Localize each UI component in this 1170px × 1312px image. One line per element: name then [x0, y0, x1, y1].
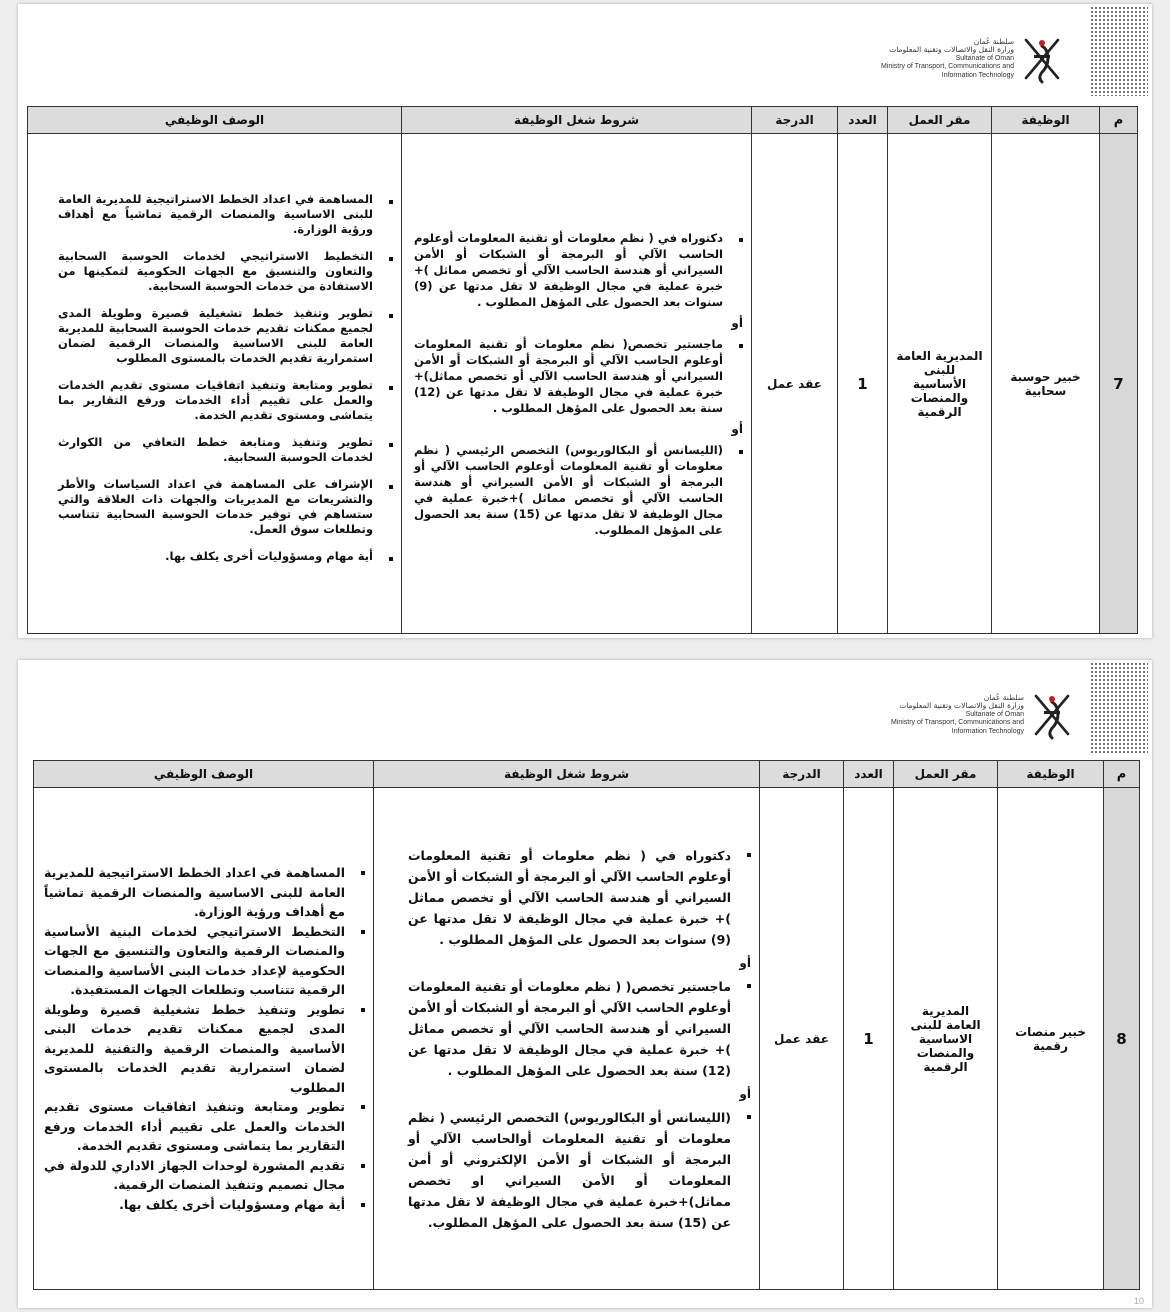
or-separator: أو: [731, 315, 743, 330]
condition-item: دكتوراه في ( نظم معلومات أو تقنية المعلومات أوعلوم الحاسب الآلي أو البرمجة أو الشبكات أو الأمن السيراني أو هندسة الحاسب الآلي أو تخصص مماثل )+ خبرة عملية في مجال الوظيفة لا تقل مدتها عن (9) سنوات بعد الحصول على المؤهل المطلوب .: [408, 845, 731, 950]
job-number: 8: [1104, 788, 1140, 1290]
ministry-name-en-2: Ministry of Transport, Communications and: [890, 719, 1024, 727]
description-item: المساهمة في اعداد الخطط الاستراتيجية للمديرية العامة للبنى الاساسية والمنصات الرقمية تماشياً مع أهداف ورؤية الوزارة.: [44, 863, 345, 922]
description-item: تطوير وتنفيذ خطط تشغيلية قصيرة وطويلة المدى لجميع ممكنات تقديم خدمات الحوسبة السحابية للمديرية العامة للبنى الاساسية والمنصات الرقمية لضمان استمرارية تقديم الخدمات بالمستوى المطلوب: [58, 305, 373, 365]
ministry-name-ar-1: سلطنة عُمان: [983, 692, 1024, 702]
description-item: أية مهام ومسؤوليات أخرى يكلف بها.: [44, 1195, 345, 1215]
ministry-logo: [891, 690, 1074, 740]
jobs-table-1: [27, 106, 1138, 634]
job-count: 1: [844, 788, 894, 1290]
header-job: الوظيفة: [998, 761, 1104, 788]
condition-item: ماجستير تخصص( نظم معلومات أو تقنية المعلومات أوعلوم الحاسب الآلي أو البرمجة أو الشبكات أو الأمن السيراني أو هندسة الحاسب الآلي أو تخصص مماثل)+ خبرة عملية في مجال الوظيفة لا تقل مدتها عن (12) سنة بعد الحصول على المؤهل المطلوب .: [414, 336, 723, 415]
condition-item: ماجستير تخصص( ( نظم معلومات أو تقنية المعلومات أوعلوم الحاسب الآلي أو البرمجة أو الشبكات أو الأمن السيراني أو هندسة الحاسب الآلي أو تخصص مماثل )+ خبرة عملية في مجال الوظيفة لا تقل مدتها عن (12) سنة بعد الحصول على المؤهل المطلوب .: [408, 976, 731, 1081]
ministry-name-en-2: Ministry of Transport, Communications and: [880, 63, 1014, 71]
description-item: التخطيط الاستراتيجي لخدمات البنية الأساسية والمنصات الرقمية والتعاون والتنسيق مع الجهات الحكومية لإعداد خدمات البنى الأساسية والمنصات الرقمية تتناسب وتطلعات الجهات المستفيدة.: [44, 922, 345, 1000]
header-count: العدد: [838, 107, 888, 134]
ministry-name-ar-2: وزارة النقل والاتصالات وتقنية المعلومات: [889, 45, 1014, 55]
job-conditions: [374, 788, 760, 1290]
document-page-1: [18, 4, 1152, 638]
description-item: تطوير وتنفيذ ومتابعة خطط التعافي من الكوارث لخدمات الحوسبة السحابية.: [58, 434, 373, 464]
table-row: [28, 134, 1138, 634]
ministry-name-en-1: Sultanate of Oman: [955, 54, 1014, 62]
header-conditions: شروط شغل الوظيفة: [374, 761, 760, 788]
job-grade: عقد عمل: [760, 788, 844, 1290]
header-conditions: شروط شغل الوظيفة: [402, 107, 752, 134]
ministry-name-ar-2: وزارة النقل والاتصالات وتقنية المعلومات: [899, 701, 1024, 711]
description-item: تطوير ومتابعة وتنفيذ اتفاقيات مستوى تقديم الخدمات والعمل على تقييم أداء الخدمات ورفع التقارير بما يتماشى ومستوى تقديم الخدمة.: [58, 377, 373, 422]
ministry-logo: [881, 34, 1064, 84]
table-header-row: [34, 761, 1140, 788]
or-separator: أو: [739, 1086, 751, 1101]
header-job: الوظيفة: [992, 107, 1100, 134]
header-description: الوصف الوظيفي: [28, 107, 402, 134]
job-description: [28, 134, 402, 634]
oman-emblem-icon: [1020, 34, 1064, 84]
job-title: خبير منصات رقمية: [998, 788, 1104, 1290]
ministry-name-en-3: Information Technology: [941, 71, 1014, 79]
dot-pattern-decoration: [1090, 6, 1148, 96]
header-count: العدد: [844, 761, 894, 788]
job-number: 7: [1100, 134, 1138, 634]
ministry-name-block: [891, 694, 1024, 737]
ministry-name-en-1: Sultanate of Oman: [965, 710, 1024, 718]
oman-emblem-icon: [1030, 690, 1074, 740]
or-separator: أو: [739, 955, 751, 970]
job-title: خبير حوسبة سحابية: [992, 134, 1100, 634]
table-row: [34, 788, 1140, 1290]
job-conditions: [402, 134, 752, 634]
job-location: المديرية العامة للبنى الأساسية والمنصات الرقمية: [888, 134, 992, 634]
header-description: الوصف الوظيفي: [34, 761, 374, 788]
header-grade: الدرجة: [760, 761, 844, 788]
description-item: الإشراف على المساهمة في اعداد السياسات والأطر والتشريعات مع المديريات والجهات ذات العلاقة والتي ستساهم في توفير خدمات الحوسبة السحابية تتناسب وتطلعات سوق العمل.: [58, 476, 373, 536]
description-item: التخطيط الاستراتيجي لخدمات الحوسبة السحابية والتعاون والتنسيق مع الجهات الحكومية لتمكينها من الاستفادة من خدمات الحوسبة السحابية.: [58, 248, 373, 293]
header-location: مقر العمل: [894, 761, 998, 788]
description-item: أية مهام ومسؤوليات أخرى يكلف بها.: [58, 549, 373, 564]
job-count: 1: [838, 134, 888, 634]
document-page-2: [18, 660, 1152, 1308]
header-grade: الدرجة: [752, 107, 838, 134]
condition-item: دكتوراه في ( نظم معلومات أو تقنية المعلومات أوعلوم الحاسب الآلي أو البرمجة أو الشبكات أو الأمن السيراني أو هندسة الحاسب الآلي أو تخصص مماثل )+ خبرة عملية في مجال الوظيفة لا تقل مدتها عن (9) سنوات بعد الحصول على المؤهل المطلوب .: [414, 230, 723, 309]
ministry-name-ar-1: سلطنة عُمان: [973, 36, 1014, 46]
ministry-name-en-3: Information Technology: [951, 727, 1024, 735]
description-item: تقديم المشورة لوحدات الجهاز الاداري للدولة في مجال تصميم وتنفيذ المنصات الرقمية.: [44, 1156, 345, 1195]
condition-item: (الليسانس أو البكالوريوس) التخصص الرئيسي ( نظم معلومات أو تقنية المعلومات أوعلوم الحاسب الآلي أو البرمجة أو الشبكات أو الأمن السيراني أو هندسة الحاسب الآلي أو تخصص مماثل )+خبرة عملية في مجال الوظيفة لا تقل مدتها عن (15) سنة بعد الحصول على المؤهل المطلوب.: [414, 442, 723, 537]
job-grade: عقد عمل: [752, 134, 838, 634]
table-header-row: [28, 107, 1138, 134]
ministry-name-block: [881, 38, 1014, 81]
description-item: تطوير ومتابعة وتنفيذ اتفاقيات مستوى تقديم الخدمات والعمل على تقييم أداء الخدمات ورفع التقارير بما يتماشى ومستوى تقديم الخدمة.: [44, 1097, 345, 1156]
condition-item: (الليسانس أو البكالوريوس) التخصص الرئيسي ( نظم معلومات أو تقنية المعلومات أوالحاسب الآلي أو البرمجة أو الشبكات أو الأمن الإلكتروني أو أمن المعلومات أو الأمن السيراني او تخصص مماثل)+خبرة عملية في مجال الوظيفة لا تقل مدتها عن (15) سنة بعد الحصول على المؤهل المطلوب.: [408, 1107, 731, 1233]
page-number: 10: [1133, 1296, 1144, 1306]
or-separator: أو: [731, 421, 743, 436]
header-no: م: [1104, 761, 1140, 788]
dot-pattern-decoration: [1090, 662, 1148, 754]
description-item: تطوير وتنفيذ خطط تشغيلية قصيرة وطويلة المدى لجميع ممكنات تقديم خدمات البنى الأساسية والمنصات الرقمية والتقنية للمديرية لضمان استمرارية تقديم الخدمات بالمستوى المطلوب: [44, 1000, 345, 1098]
job-location: المديرية العامة للبنى الاساسية والمنصات الرقمية: [894, 788, 998, 1290]
jobs-table-2: [33, 760, 1140, 1290]
description-item: المساهمة في اعداد الخطط الاستراتيجية للمديرية العامة للبنى الاساسية والمنصات الرقمية تماشياً مع أهداف ورؤية الوزارة.: [58, 191, 373, 236]
header-location: مقر العمل: [888, 107, 992, 134]
job-description: [34, 788, 374, 1290]
header-no: م: [1100, 107, 1138, 134]
